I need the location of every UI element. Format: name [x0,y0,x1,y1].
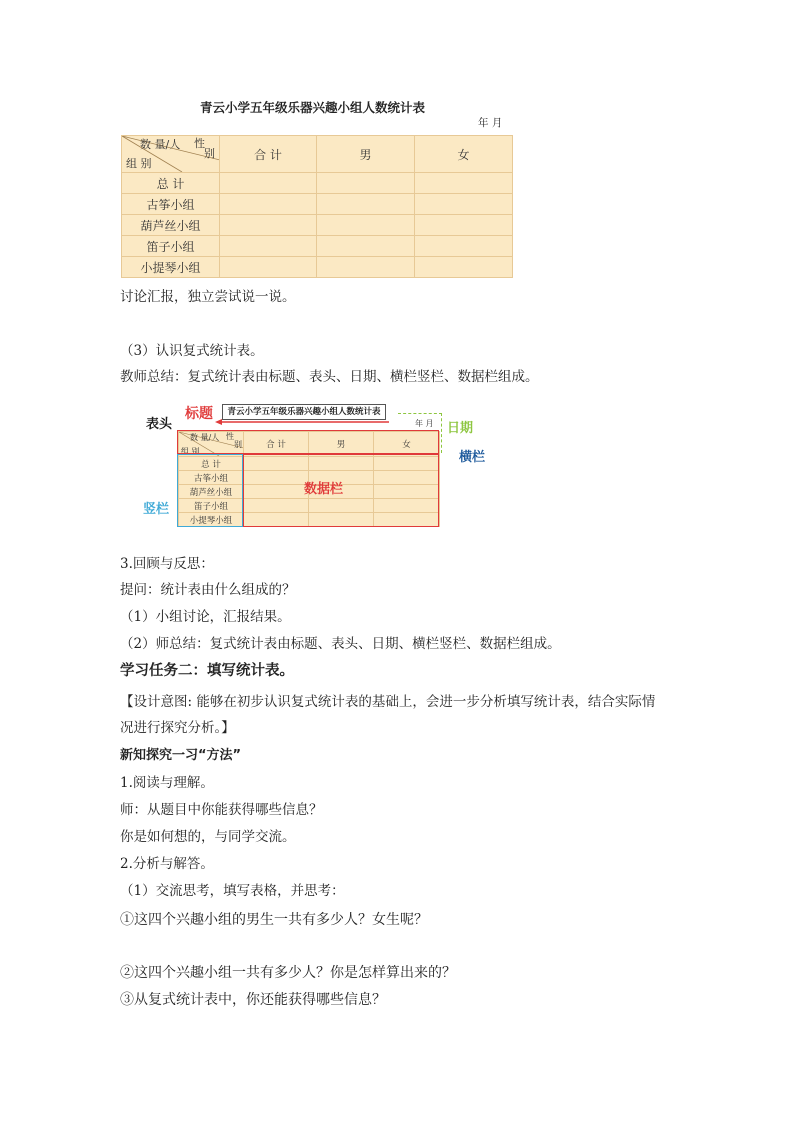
paragraph: 教师总结：复式统计表由标题、表头、日期、横栏竖栏、数据栏组成。 [120,369,539,385]
question: ①这四个兴趣小组的男生一共有多少人？女生呢？ [120,912,428,928]
corner-top: 性 [194,137,205,150]
table-cell [415,236,513,257]
paragraph: 3.回顾与反思： [120,556,214,572]
paragraph: 【设计意图: 能够在初步认识复式统计表的基础上，会进一步分析填写统计表，结合实际情 [120,694,656,710]
table1-date: 年 月 [478,117,503,129]
paragraph: （3）认识复式统计表。 [120,343,264,359]
table1-header-male: 男 [317,136,415,173]
label-row-bar: 横栏 [459,450,486,465]
label-title: 标题 [185,406,213,422]
table1-header-total: 合 计 [220,136,317,173]
table-cell [415,257,513,278]
label-header: 表头 [146,417,173,432]
table-cell [317,194,415,215]
table-cell [317,215,415,236]
paragraph: 你是如何想的，与同学交流。 [120,829,296,845]
corner-bottom: 组 别 [126,157,152,170]
label-column-bar: 竖栏 [143,502,170,517]
corner-right: 别 [234,440,242,449]
diagram-row-label: 小提琴小组 [179,513,244,527]
title-arrow [215,419,390,425]
table1-row-label: 笛子小组 [122,236,220,257]
table-cell [220,215,317,236]
table-cell [220,194,317,215]
paragraph: （2）师总结：复式统计表由标题、表头、日期、横栏竖栏、数据栏组成。 [120,636,561,652]
paragraph: （1）交流思考，填写表格，并思考： [120,883,345,899]
table-cell [317,236,415,257]
table1-title: 青云小学五年级乐器兴趣小组人数统计表 [200,100,426,115]
corner-middle: 数 量/人 [140,138,181,151]
subheading: 新知探究一习“方法” [120,748,242,763]
table1-corner-header [122,136,220,173]
date-dashed-line [398,413,442,414]
table-cell [220,257,317,278]
paragraph: 师：从题目中你能获得哪些信息？ [120,802,323,818]
diagram-date: 年 月 [415,419,434,428]
question: ②这四个兴趣小组一共有多少人？你是怎样算出来的？ [120,965,456,981]
corner-bottom: 组 别 [181,447,200,456]
paragraph: 1.阅读与理解。 [120,775,214,791]
table-cell [415,215,513,236]
corner-right: 别 [204,147,215,160]
question: ③从复式统计表中，你还能获得哪些信息？ [120,992,386,1008]
table-cell [317,173,415,194]
diagram-header-male: 男 [309,432,374,457]
diagram-row-label: 总 计 [179,457,244,471]
paragraph: 提问：统计表由什么组成的？ [120,582,296,598]
paragraph: （1）小组讨论，汇报结果。 [120,609,291,625]
table-cell [317,257,415,278]
label-date: 日期 [447,421,474,436]
diagram-row-label: 葫芦丝小组 [179,485,244,499]
header-highlight-box [177,430,439,454]
table-cell [220,236,317,257]
diagram-header-female: 女 [374,432,440,457]
table1-row-label: 小提琴小组 [122,257,220,278]
column-bar-highlight-box [177,454,243,527]
table1-row-label: 总 计 [122,173,220,194]
table-cell [220,173,317,194]
date-dashed-line [441,413,442,453]
corner-middle: 数 量/人 [190,433,220,442]
diagram-row-label: 笛子小组 [179,499,244,513]
table1-row-label: 古筝小组 [122,194,220,215]
diagram-header-total: 合 计 [244,432,309,457]
table-cell [415,194,513,215]
table1 [121,135,513,278]
section-heading: 学习任务二：填写统计表。 [120,663,294,679]
table-cell [415,173,513,194]
corner-top: 性 [226,432,234,441]
diagram-row-label: 古筝小组 [179,471,244,485]
paragraph: 2.分析与解答。 [120,856,214,872]
label-data-bar: 数据栏 [304,482,344,497]
paragraph: 讨论汇报，独立尝试说一说。 [120,289,296,305]
table1-row-label: 葫芦丝小组 [122,215,220,236]
diagram-table-title: 青云小学五年级乐器兴趣小组人数统计表 [222,404,386,420]
table1-header-female: 女 [415,136,513,173]
paragraph: 况进行探究分析。】 [120,720,235,736]
